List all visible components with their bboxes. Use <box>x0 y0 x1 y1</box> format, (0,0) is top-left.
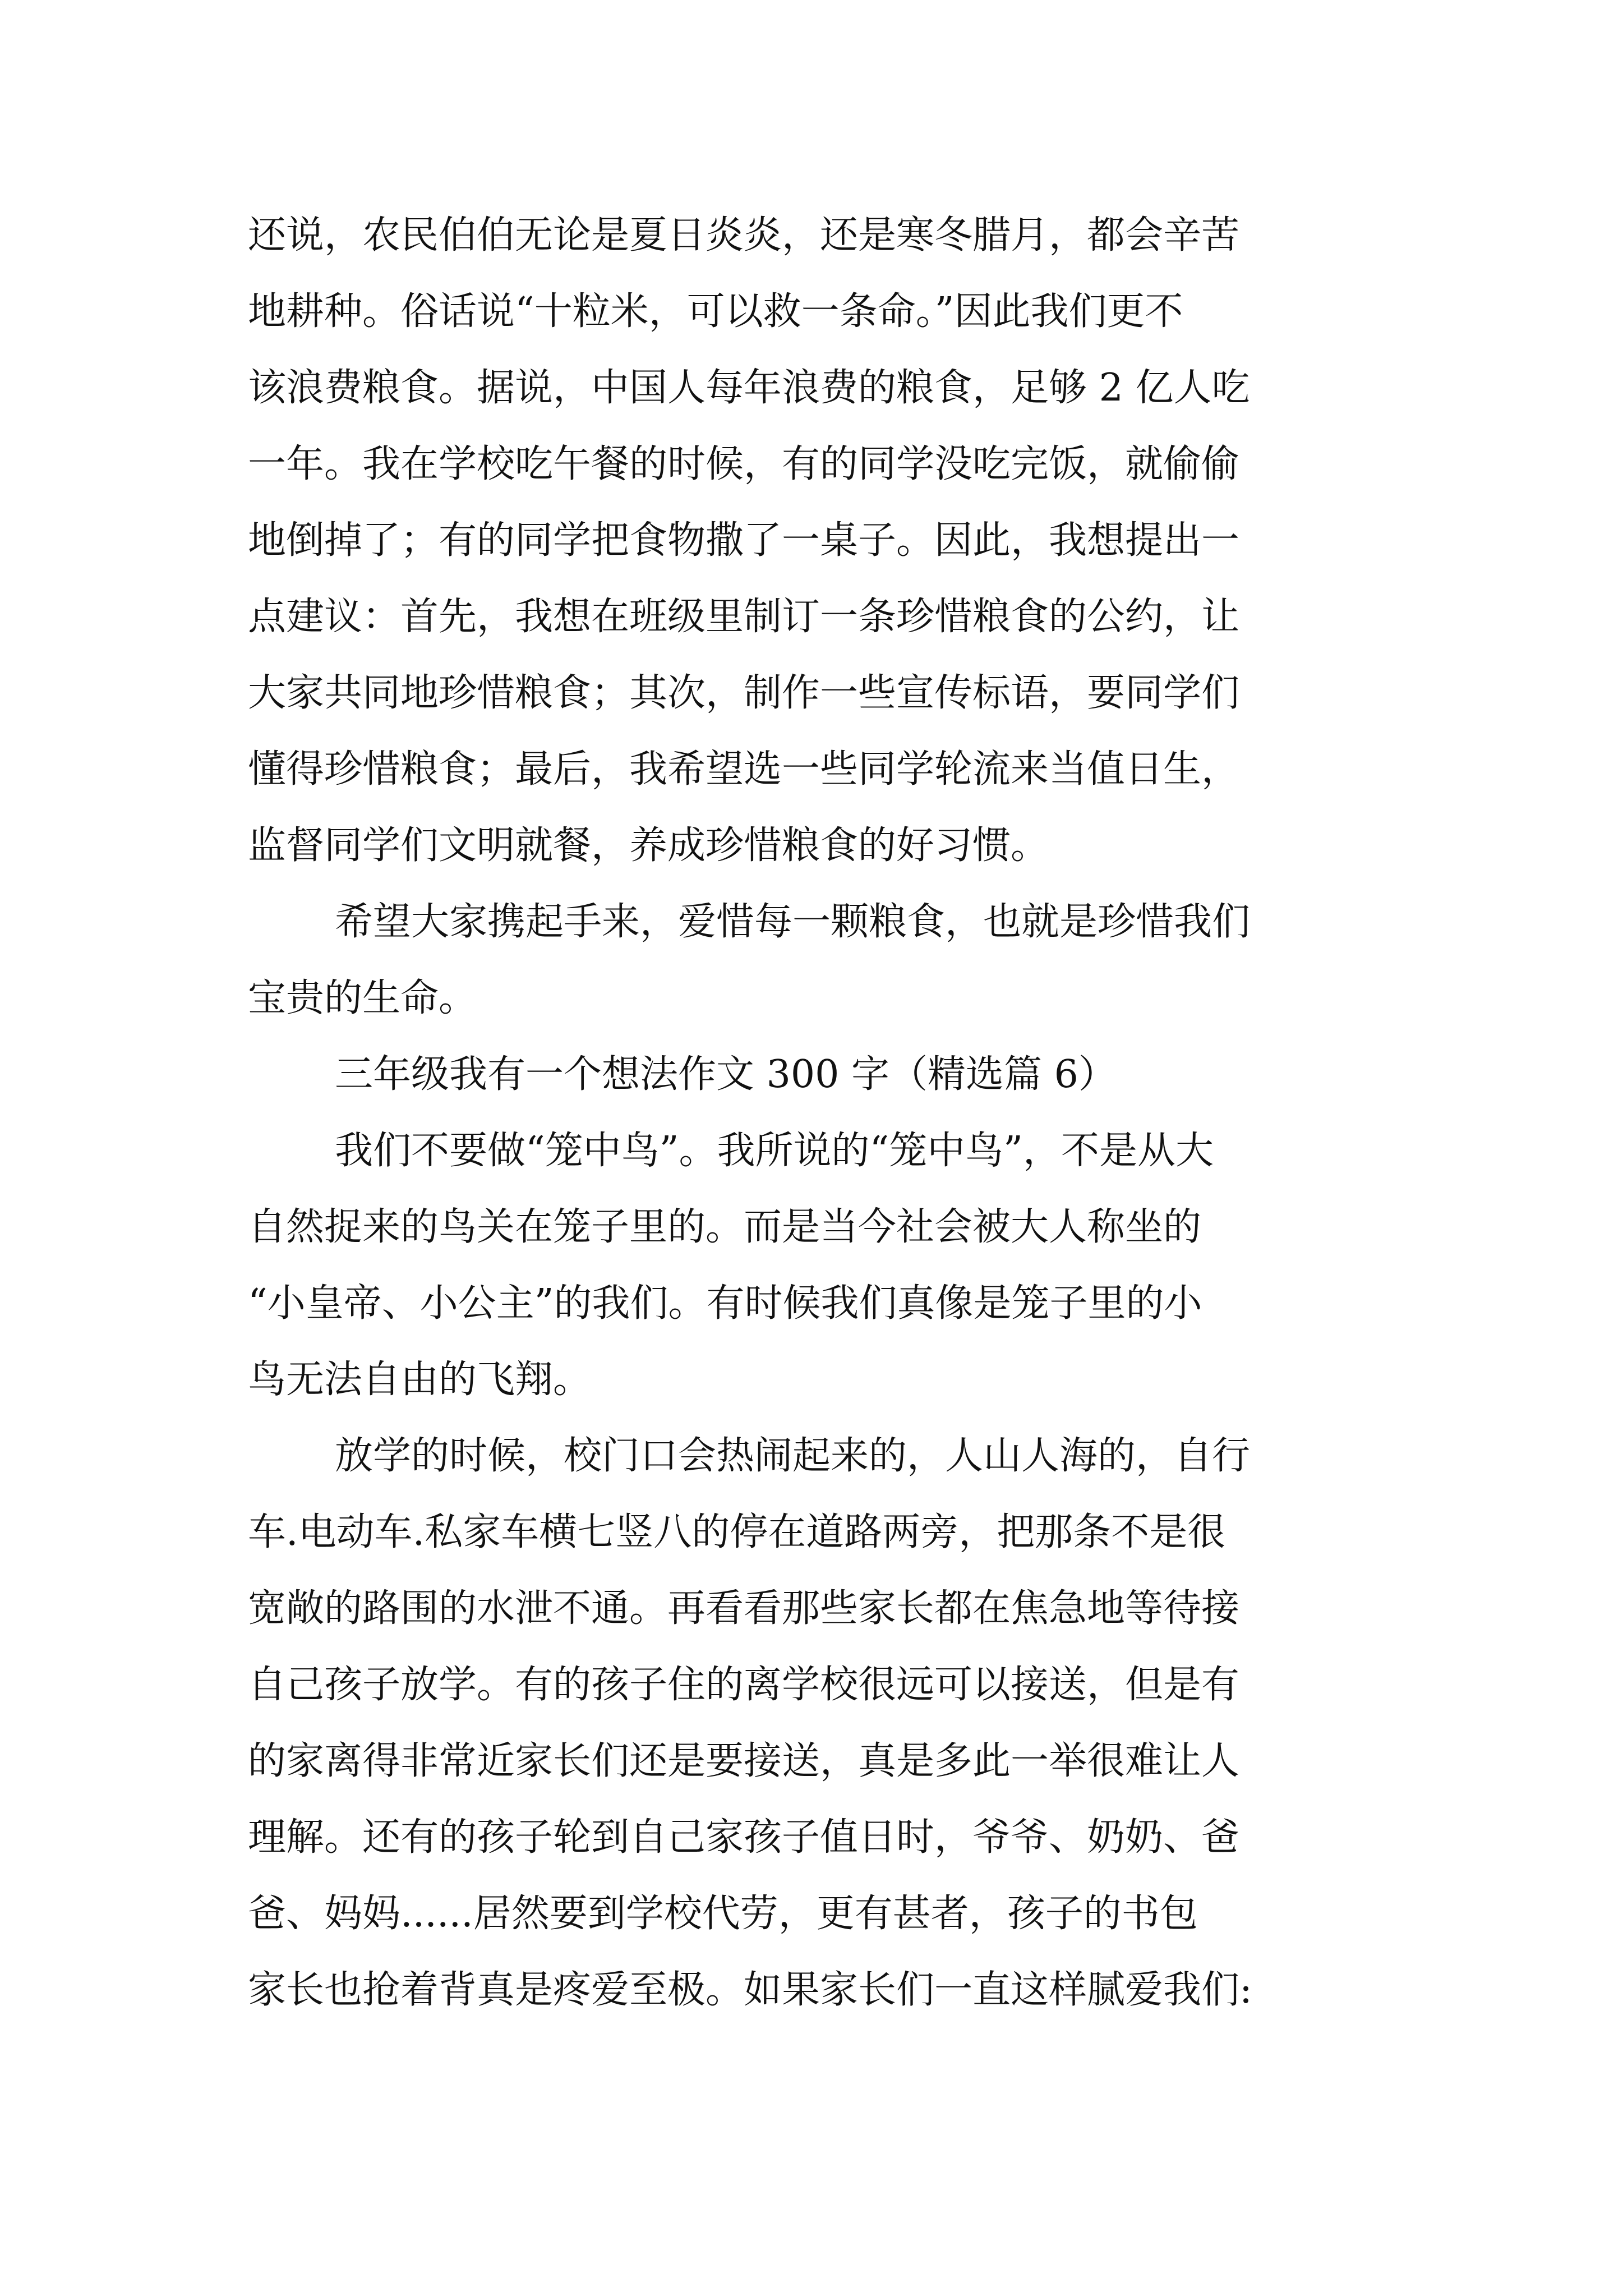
paragraph-first-line: 希望大家携起手来，爱惜每一颗粮食，也就是珍惜我们 <box>335 900 1251 944</box>
article-text <box>248 197 1403 2028</box>
paragraph-first-line: 三年级我有一个想法作文 300 字（精选篇 6） <box>335 1052 1117 1097</box>
paragraph-first-line: 放学的时候，校门口会热闹起来的，人山人海的，自行 <box>335 1434 1251 1478</box>
text-line: 家长也抢着背真是疼爱至极。如果家长们一直这样腻爱我们: <box>248 1968 1252 2012</box>
text-line: 地倒掉了；有的同学把食物撒了一桌子。因此，我想提出一 <box>248 518 1240 563</box>
text-line: 宽敞的路围的水泄不通。再看看那些家长都在焦急地等待接 <box>248 1586 1240 1631</box>
text-line: 爸、妈妈......居然要到学校代劳，更有甚者，孩子的书包 <box>248 1892 1198 1936</box>
text-line: 监督同学们文明就餐，养成珍惜粮食的好习惯。 <box>248 823 1049 868</box>
text-line: 还说，农民伯伯无论是夏日炎炎，还是寒冬腊月，都会辛苦 <box>248 213 1240 257</box>
text-line: 理解。还有的孩子轮到自己家孩子值日时，爷爷、奶奶、爸 <box>248 1815 1240 1860</box>
text-line: 懂得珍惜粮食；最后，我希望选一些同学轮流来当值日生， <box>248 747 1240 792</box>
text-line: 自己孩子放学。有的孩子住的离学校很远可以接送，但是有 <box>248 1663 1240 1707</box>
text-line: 车.电动车.私家车横七竖八的停在道路两旁，把那条不是很 <box>248 1510 1226 1554</box>
text-line: 大家共同地珍惜粮食；其次，制作一些宣传标语，要同学们 <box>248 671 1240 715</box>
text-line: 自然捉来的鸟关在笼子里的。而是当今社会被大人称坐的 <box>248 1205 1202 1249</box>
text-line: 该浪费粮食。据说，中国人每年浪费的粮食，足够 2 亿人吃 <box>248 366 1250 410</box>
text-line: 点建议：首先，我想在班级里制订一条珍惜粮食的公约，让 <box>248 595 1240 639</box>
text-line: 鸟无法自由的飞翔。 <box>248 1358 592 1402</box>
text-line: 地耕种。俗话说“十粒米，可以救一条命。”因此我们更不 <box>248 289 1183 334</box>
text-line: 宝贵的生命。 <box>248 976 477 1020</box>
text-line: 一年。我在学校吃午餐的时候，有的同学没吃完饭，就偷偷 <box>248 442 1240 486</box>
paragraph-first-line: 我们不要做“笼中鸟”。我所说的“笼中鸟”，不是从大 <box>335 1129 1214 1173</box>
text-line: 的家离得非常近家长们还是要接送，真是多此一举很难让人 <box>248 1739 1240 1783</box>
text-line: “小皇帝、小公主”的我们。有时候我们真像是笼子里的小 <box>248 1281 1202 1326</box>
